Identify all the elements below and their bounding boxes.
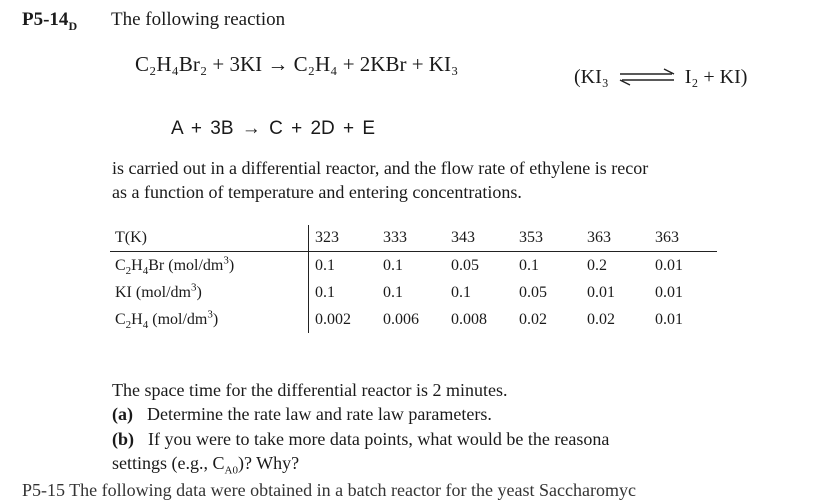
question-a [112,404,492,425]
table-cell: 0.1 [519,256,539,274]
row-label: $C_2H_4$ $(mol/dm^3)$ [115,308,219,331]
table-cell: 0.02 [587,310,615,328]
temperature-cell: 363 [649,225,717,252]
temperature-cell: 363 [581,225,649,252]
next-problem-fragment: P5-15 The following data were obtained in a batch reactor for the yeast Saccharomyc [22,480,636,500]
table-cell: 0.008 [451,310,487,328]
data-table [110,225,717,333]
question-a-label: (a) [112,404,133,424]
header-label: T(K) [110,225,309,252]
table-header-row [110,225,717,252]
temperature-cell: 333 [377,225,445,252]
question-b [112,429,609,450]
temperature-cell: 343 [445,225,513,252]
question-b-text: If you were to take more data points, what would be the reasona [148,429,610,449]
temperature-cell: 323 [309,225,378,252]
problem-intro: The following reaction [111,9,286,30]
question-a-text: Determine the rate law and rate law parameters. [147,404,492,424]
table-cell: 0.01 [655,283,683,301]
row-label: KI $(mol/dm^3)$ [115,281,202,301]
equilibrium-equation [574,66,747,89]
table-cell: 0.02 [519,310,547,328]
table-row [110,252,717,280]
table-cell: 0.05 [451,256,479,274]
equilibrium-left: (KI₃ [574,66,609,88]
symbolic-reaction: A + 3B → C + 2D + E [171,118,376,139]
problem-number: $P5-14_D$ [22,9,78,33]
table-cell: 0.1 [309,252,378,280]
question-b-continuation: settings (e.g., $C_{A0}$)? Why? [112,453,300,477]
table-cell: 0.1 [309,279,378,306]
description-line-1: is carried out in a differential reactor, and the flow rate of ethylene is recor [112,158,649,178]
equilibrium-right: I₂ + KI) [684,66,748,88]
table-row [110,306,717,333]
reaction-equation: C₂H₄Br₂ + 3KI → C₂H₄ + 2KBr + KI₃ [135,52,459,76]
table-cell: 0.006 [383,310,419,328]
question-b-label: (b) [112,429,134,449]
table-cell: 0.01 [655,310,683,328]
table-cell: 0.002 [309,306,378,333]
description-line-2: as a function of temperature and entering concentrations. [112,182,522,202]
row-label: $C_2H_4Br$ $(mol/dm^3)$ [115,254,235,277]
table-cell: 0.1 [383,283,403,301]
table-cell: 0.05 [519,283,547,301]
table-cell: 0.1 [383,256,403,274]
table-cell: 0.01 [655,256,683,274]
table-row [110,279,717,306]
table-cell: 0.01 [587,283,615,301]
table-cell: 0.2 [587,256,607,274]
table-cell: 0.1 [451,283,471,301]
temperature-cell: 353 [513,225,581,252]
equilibrium-arrows-icon [616,68,678,86]
space-time-statement: The space time for the differential reactor is 2 minutes. [112,380,508,400]
